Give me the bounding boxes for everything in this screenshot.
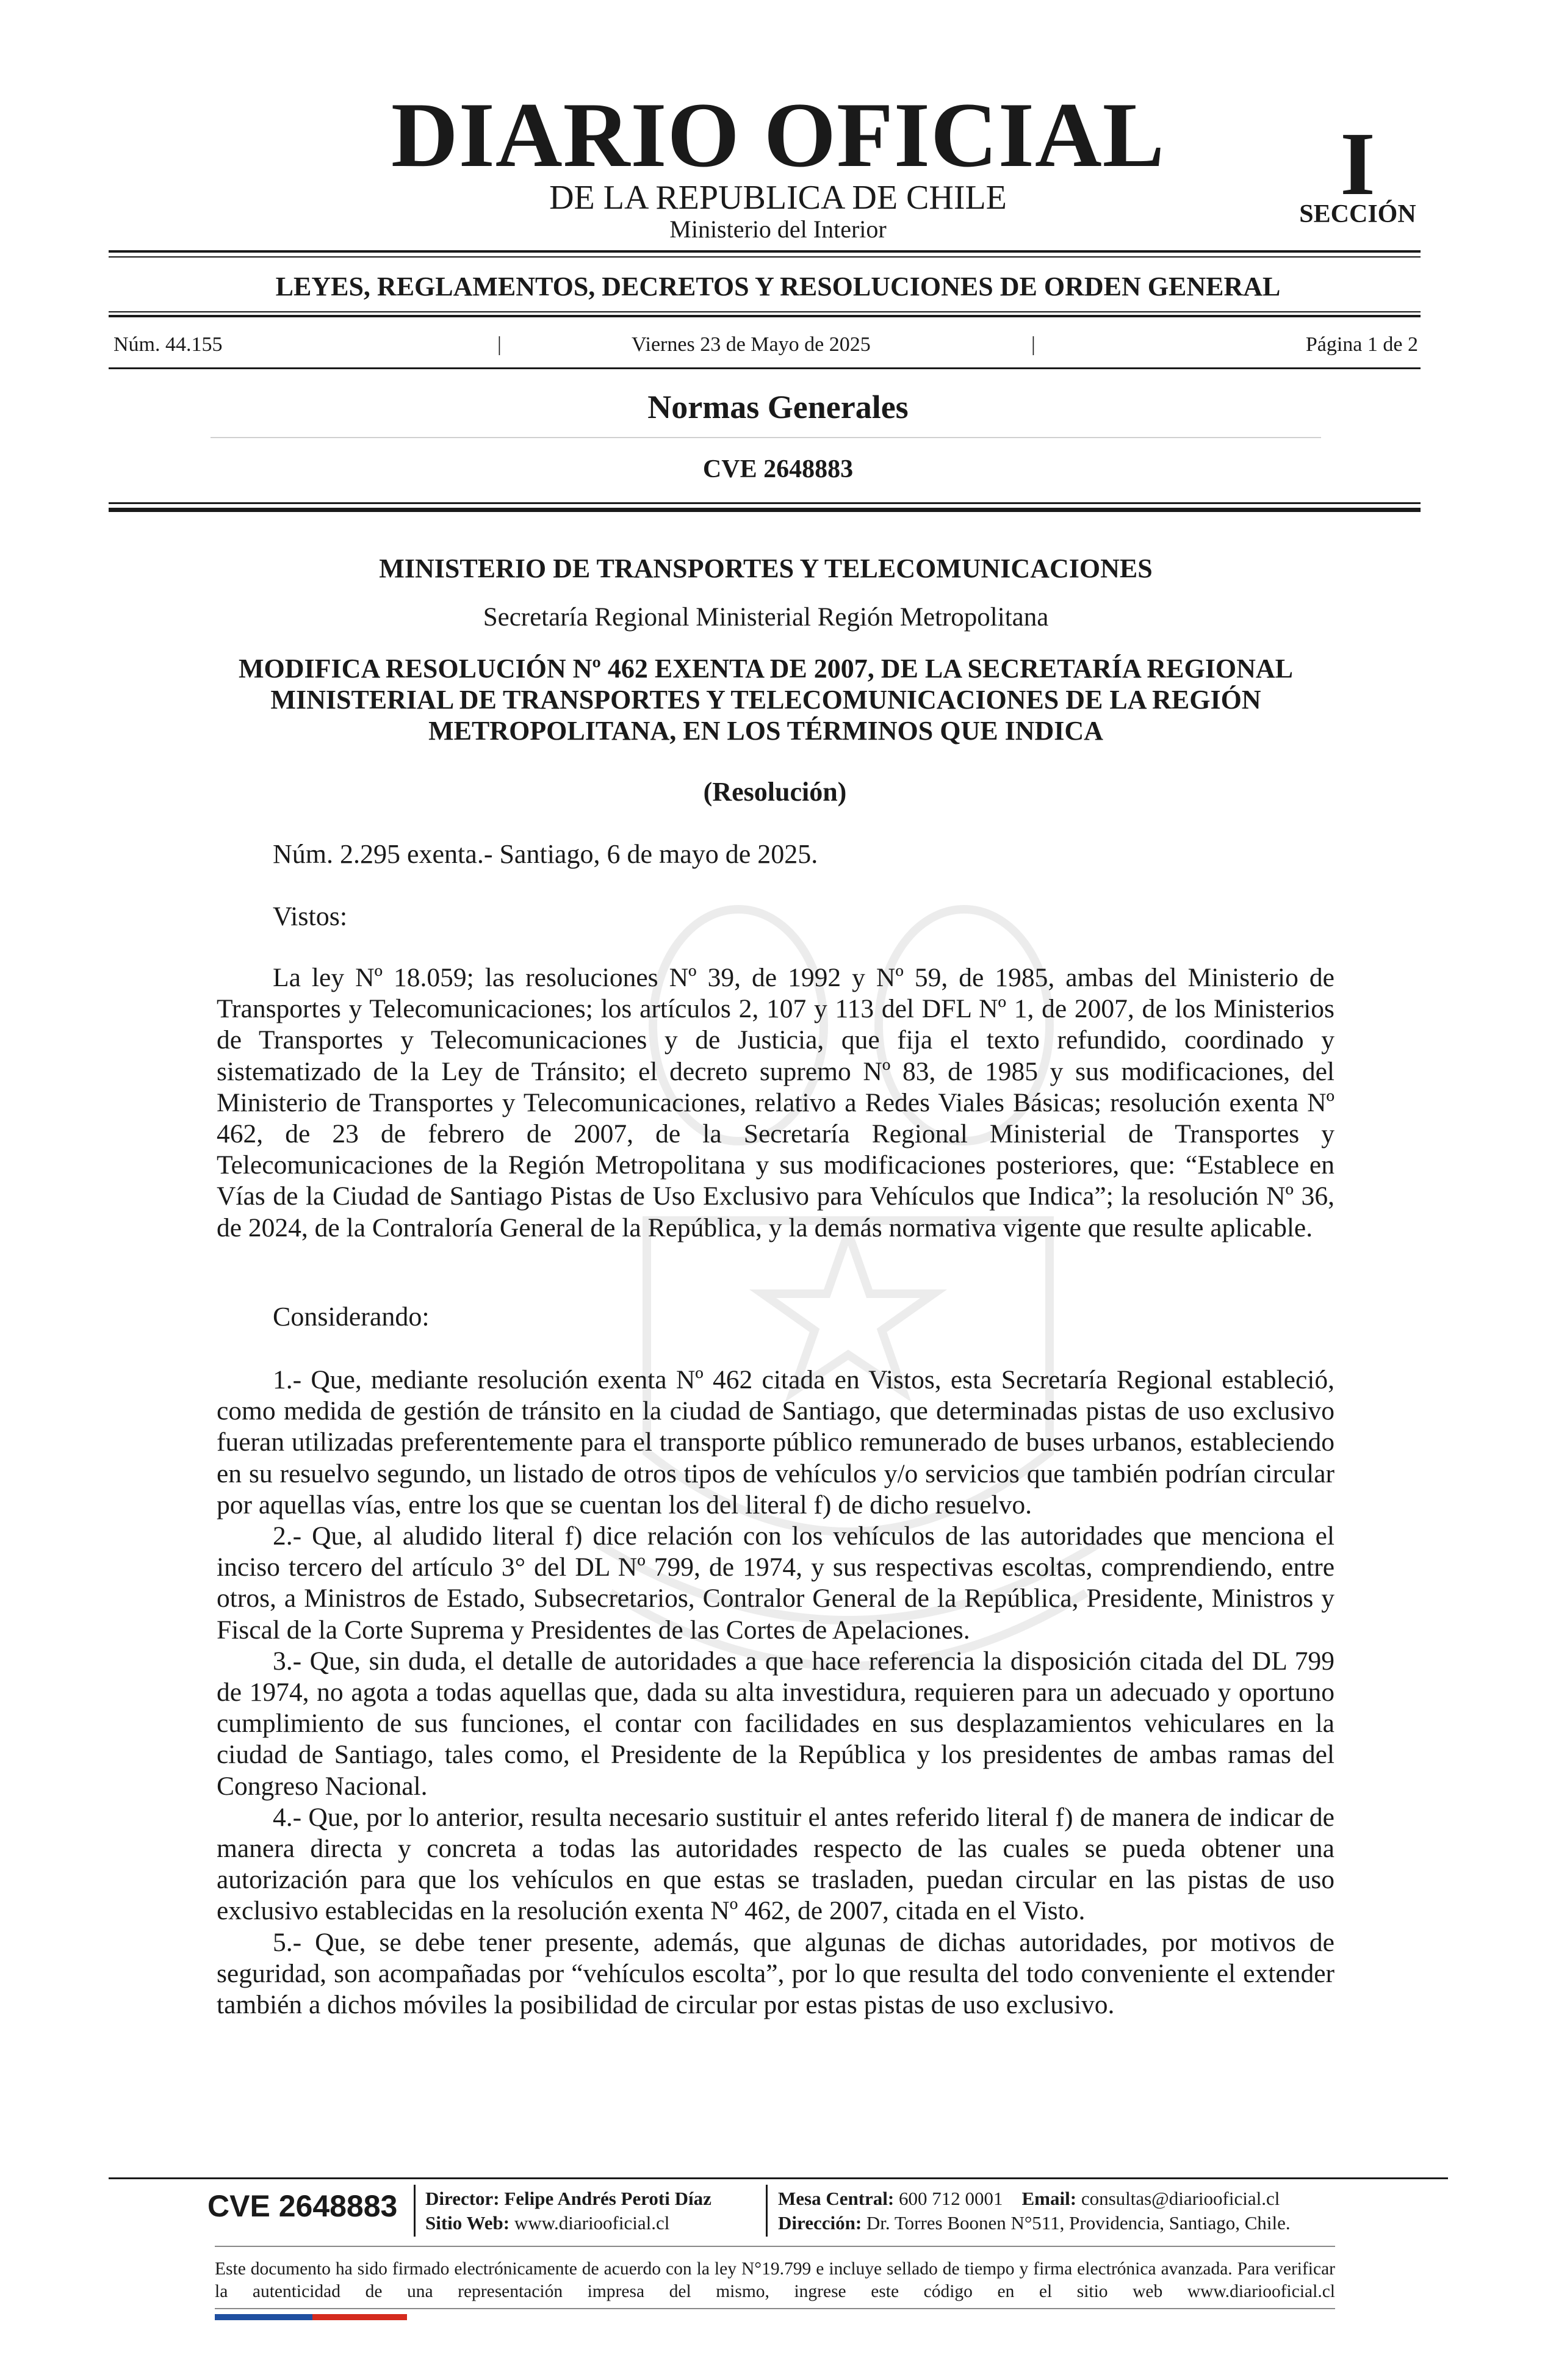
- site-url: www.diariooficial.cl: [514, 2212, 670, 2234]
- vistos-text: La ley Nº 18.059; las resoluciones Nº 39, de 1992 y Nº 59, de 1985, ambas del Ministerio de Transportes y Telecomunicaciones; los artículos 2, 107 y 113 del DFL Nº 1, de 2007, de los Ministerios de Transportes y Telecomunicaciones y de Justicia, que fija el texto refundido, coordinado y sistematizado de la Ley de Tránsito; el decreto supremo Nº 83, de 1985 y sus modificaciones, del Ministerio de Transportes y Telecomunicaciones, relativo a Redes Viales Básicas; resolución exenta Nº 462, de 23 de febrero de 2007, de la Secretaría Regional Ministerial de Transportes y Telecomunicaciones de la Región Metropolitana y sus modificaciones posteriores, que: “Establece en Vías de la Ciudad de Santiago Pistas de Uso Exclusivo para Vehículos que Indica”; la resolución Nº 36, de 2024, de la Contraloría General de la República, y la demás normativa vigente que resulte aplicable.: [217, 963, 1334, 1242]
- considerando-item: 3.- Que, sin duda, el detalle de autoridades a que hace referencia la disposición citada del DL 799 de 1974, no agota a todas aquellas que, dada su alta investidura, requieren para un adecuado y oportuno cumplimiento de sus funciones, el contar con facilidades en sus desplazamientos vehiculares en la ciudad de Santiago, tales como, el Presidente de la República y los presidentes de ambas ramas del Congreso Nacional.: [217, 1646, 1334, 1801]
- director-label: Director:: [425, 2188, 500, 2209]
- flag-stripe-blue: [215, 2314, 312, 2320]
- ministry-line: Ministerio del Interior: [669, 215, 887, 243]
- issue-info-bar: [110, 334, 1422, 359]
- flag-stripe-red: [312, 2314, 407, 2320]
- section-label: SECCIÓN: [1299, 200, 1416, 228]
- considerando-item: 1.- Que, mediante resolución exenta Nº 462 citada en Vistos, esta Secretaría Regional estableció, como medida de gestión de tránsito en la ciudad de Santiago, que determinadas pistas de uso exclusivo fueran utilizadas preferentemente para el transporte público remunerado de buses urbanos, estableciendo en su resuelvo segundo, un listado de otros tipos de vehículos y/o servicios que también podrían circular por aquellas vías, entre los que se cuentan los del literal f) de dicho resuelvo.: [217, 1365, 1334, 1520]
- document-type: (Resolución): [703, 777, 847, 807]
- phone-number: 600 712 0001: [899, 2188, 1003, 2209]
- footer-rule: [109, 2177, 1448, 2179]
- footer-rule: [215, 2246, 1335, 2247]
- considerando-item: 4.- Que, por lo anterior, resulta necesario sustituir el antes referido literal f) de manera de indicar de manera directa y concreta a todas las autoridades respecto de las cuales se pueda obtener una autorización para que los vehículos en que estas se trasladen, puedan circular en las pistas de uso exclusivo establecidas en la resolución exenta Nº 462, de 2007, citada en el Visto.: [217, 1802, 1334, 1926]
- document-title: MODIFICA RESOLUCIÓN Nº 462 EXENTA DE 2007, DE LA SECRETARÍA REGIONAL MINISTERIAL DE TRANSPORTES Y TELECOMUNICACIONES DE LA REGIÓN METROPOLITANA, EN LOS TÉRMINOS QUE INDICA: [239, 654, 1293, 746]
- category-heading: LEYES, REGLAMENTOS, DECRETOS Y RESOLUCIONES DE ORDEN GENERAL: [275, 272, 1281, 301]
- considerando-item: 2.- Que, al aludido literal f) dice relación con los vehículos de las autoridades que menciona el inciso tercero del artículo 3° del DL Nº 799, de 1974, y sus respectivas escoltas, comprendiendo, entre otros, a Ministros de Estado, Subsecretarios, Contralor General de la República, Presidente, Ministros y Fiscal de la Corte Suprema y Presidentes de las Cortes de Apelaciones.: [217, 1521, 1334, 1645]
- site-label: Sitio Web:: [425, 2212, 510, 2234]
- footer-cve-code: CVE 2648883: [207, 2189, 398, 2223]
- footer-director-block: [425, 2187, 711, 2235]
- issuing-office: Secretaría Regional Ministerial Región Metropolitana: [483, 603, 1049, 632]
- footer-contact-block: [778, 2187, 1291, 2235]
- email-address: consultas@diariooficial.cl: [1081, 2188, 1280, 2209]
- separator: |: [1031, 333, 1036, 356]
- vistos-paragraph: [217, 962, 1334, 1244]
- phone-label: Mesa Central:: [778, 2188, 895, 2209]
- director-name: Felipe Andrés Peroti Díaz: [504, 2188, 711, 2209]
- resolution-number: Núm. 2.295 exenta.- Santiago, 6 de mayo de 2025.: [273, 839, 818, 869]
- info-rule: [109, 367, 1421, 369]
- footer-divider: [766, 2185, 768, 2237]
- issue-date: Viernes 23 de Mayo de 2025: [632, 333, 871, 356]
- newspaper-subtitle: DE LA REPUBLICA DE CHILE: [549, 179, 1007, 217]
- header-rule: [109, 250, 1421, 253]
- signature-notice: Este documento ha sido firmado electrónicamente de acuerdo con la ley N°19.799 e incluye sellado de tiempo y firma electrónica avanzada. Para verificar la autenticidad de una representación impresa del mismo, ingrese este código en el sitio web www.diariooficial.cl: [215, 2259, 1335, 2301]
- considerando-label: Considerando:: [273, 1302, 430, 1332]
- newspaper-title: DIARIO OFICIAL: [391, 84, 1165, 186]
- vistos-label: Vistos:: [273, 901, 348, 931]
- issue-number: Núm. 44.155: [113, 333, 223, 356]
- separator: |: [497, 333, 502, 356]
- address-label: Dirección:: [778, 2212, 862, 2234]
- section-heading: Normas Generales: [647, 389, 909, 425]
- footer-divider: [414, 2185, 416, 2237]
- header-rule: [109, 502, 1421, 504]
- address-text: Dr. Torres Boonen N°511, Providencia, Santiago, Chile.: [866, 2212, 1291, 2234]
- divider: [211, 437, 1321, 438]
- header-rule: [109, 315, 1421, 317]
- section-numeral: I: [1340, 114, 1375, 214]
- header-rule: [109, 311, 1421, 312]
- header-rule: [109, 508, 1421, 512]
- email-label: Email:: [1021, 2188, 1077, 2209]
- issuing-ministry: MINISTERIO DE TRANSPORTES Y TELECOMUNICACIONES: [379, 554, 1153, 583]
- considerandos-list: [217, 1365, 1334, 2021]
- considerando-item: 5.- Que, se debe tener presente, además, que algunas de dichas autoridades, por motivos de seguridad, son acompañadas por “vehículos escolta”, por lo que resulta del todo conveniente el extender también a dichos móviles la posibilidad de circular por estas pistas de uso exclusivo.: [217, 1927, 1334, 2020]
- page-indicator: Página 1 de 2: [1305, 333, 1418, 356]
- footer-rule: [215, 2308, 1335, 2309]
- cve-code: CVE 2648883: [702, 455, 854, 483]
- header-rule: [109, 256, 1421, 258]
